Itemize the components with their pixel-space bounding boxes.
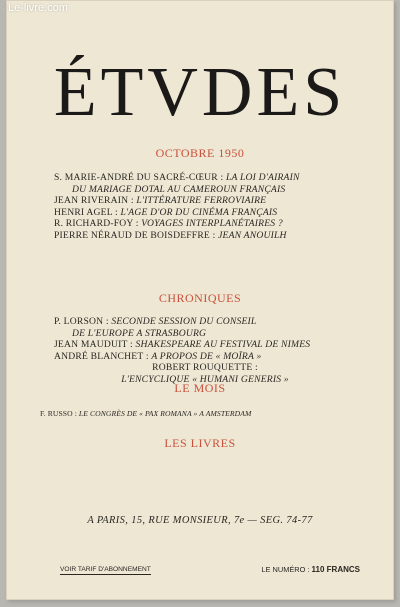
chronique-title-continuation: L'ENCYCLIQUE « HUMANI GENERIS » bbox=[121, 373, 289, 385]
publisher-address: A PARIS, 15, RUE MONSIEUR, 7e — SEG. 74-77 bbox=[87, 515, 313, 526]
le-mois-title: LE CONGRÈS DE « PAX ROMANA » A AMSTERDAM bbox=[78, 409, 252, 418]
watermark-text: Le-livre.com bbox=[8, 2, 68, 14]
price-line bbox=[261, 565, 360, 574]
article-entry bbox=[54, 230, 366, 242]
article-title: L'ITTÉRATURE FERROVIAIRE bbox=[136, 195, 267, 207]
chronique-entry bbox=[54, 316, 366, 328]
article-author: JEAN RIVERAIN : bbox=[54, 195, 134, 207]
le-mois-entry bbox=[40, 409, 370, 418]
chronique-author: P. LORSON : bbox=[54, 316, 109, 327]
price-value: 110 FRANCS bbox=[311, 565, 360, 574]
article-entry bbox=[54, 218, 366, 230]
article-title: VOYAGES INTERPLANÉTAIRES ? bbox=[141, 218, 283, 230]
articles-list bbox=[54, 172, 366, 242]
article-title: LA LOI D'AIRAIN bbox=[225, 172, 300, 183]
chronique-author: ROBERT ROUQUETTE : bbox=[152, 362, 258, 374]
chronique-title-continuation: DE L'EUROPE A STRASBOURG bbox=[72, 327, 207, 339]
chronique-author: JEAN MAUDUIT : bbox=[54, 339, 133, 351]
chronique-title: SHAKESPEARE AU FESTIVAL DE NIMES bbox=[135, 339, 311, 351]
journal-title: ÉTVDES bbox=[53, 54, 347, 131]
article-author: R. RICHARD-FOY : bbox=[54, 218, 139, 230]
article-title: L'AGE D'OR DU CINÉMA FRANÇAIS bbox=[120, 206, 278, 218]
price-label: LE NUMÉRO : bbox=[261, 565, 310, 574]
subscription-note: VOIR TARIF D'ABONNEMENT bbox=[60, 566, 151, 573]
chronique-entry bbox=[54, 362, 366, 374]
le-mois-heading: LE MOIS bbox=[174, 381, 226, 395]
chroniques-heading: CHRONIQUES bbox=[158, 291, 242, 305]
chronique-entry-continuation bbox=[54, 328, 366, 340]
article-entry bbox=[54, 172, 366, 184]
les-livres-heading: LES LIVRES bbox=[164, 436, 236, 450]
chronique-author: ANDRÉ BLANCHET : bbox=[54, 350, 149, 362]
issue-date: OCTOBRE 1950 bbox=[155, 146, 245, 160]
article-entry-continuation bbox=[54, 184, 366, 196]
article-title: JEAN ANOUILH bbox=[218, 229, 287, 241]
chronique-entry bbox=[54, 339, 366, 351]
article-author: PIERRE NÉRAUD DE BOISDEFFRE : bbox=[54, 229, 216, 241]
article-author: S. MARIE-ANDRÉ DU SACRÉ-CŒUR : bbox=[54, 172, 224, 183]
article-entry bbox=[54, 195, 366, 207]
article-author: HENRI AGEL : bbox=[54, 206, 118, 218]
chroniques-list bbox=[54, 316, 366, 386]
article-entry bbox=[54, 207, 366, 219]
le-mois-author: F. RUSSO : bbox=[40, 409, 77, 418]
chronique-title: SECONDE SESSION DU CONSEIL bbox=[111, 316, 257, 327]
article-title-continuation: DU MARIAGE DOTAL AU CAMEROUN FRANÇAIS bbox=[72, 183, 286, 195]
chronique-title: A PROPOS DE « MOÏRA » bbox=[151, 350, 262, 362]
chronique-entry bbox=[54, 351, 366, 363]
